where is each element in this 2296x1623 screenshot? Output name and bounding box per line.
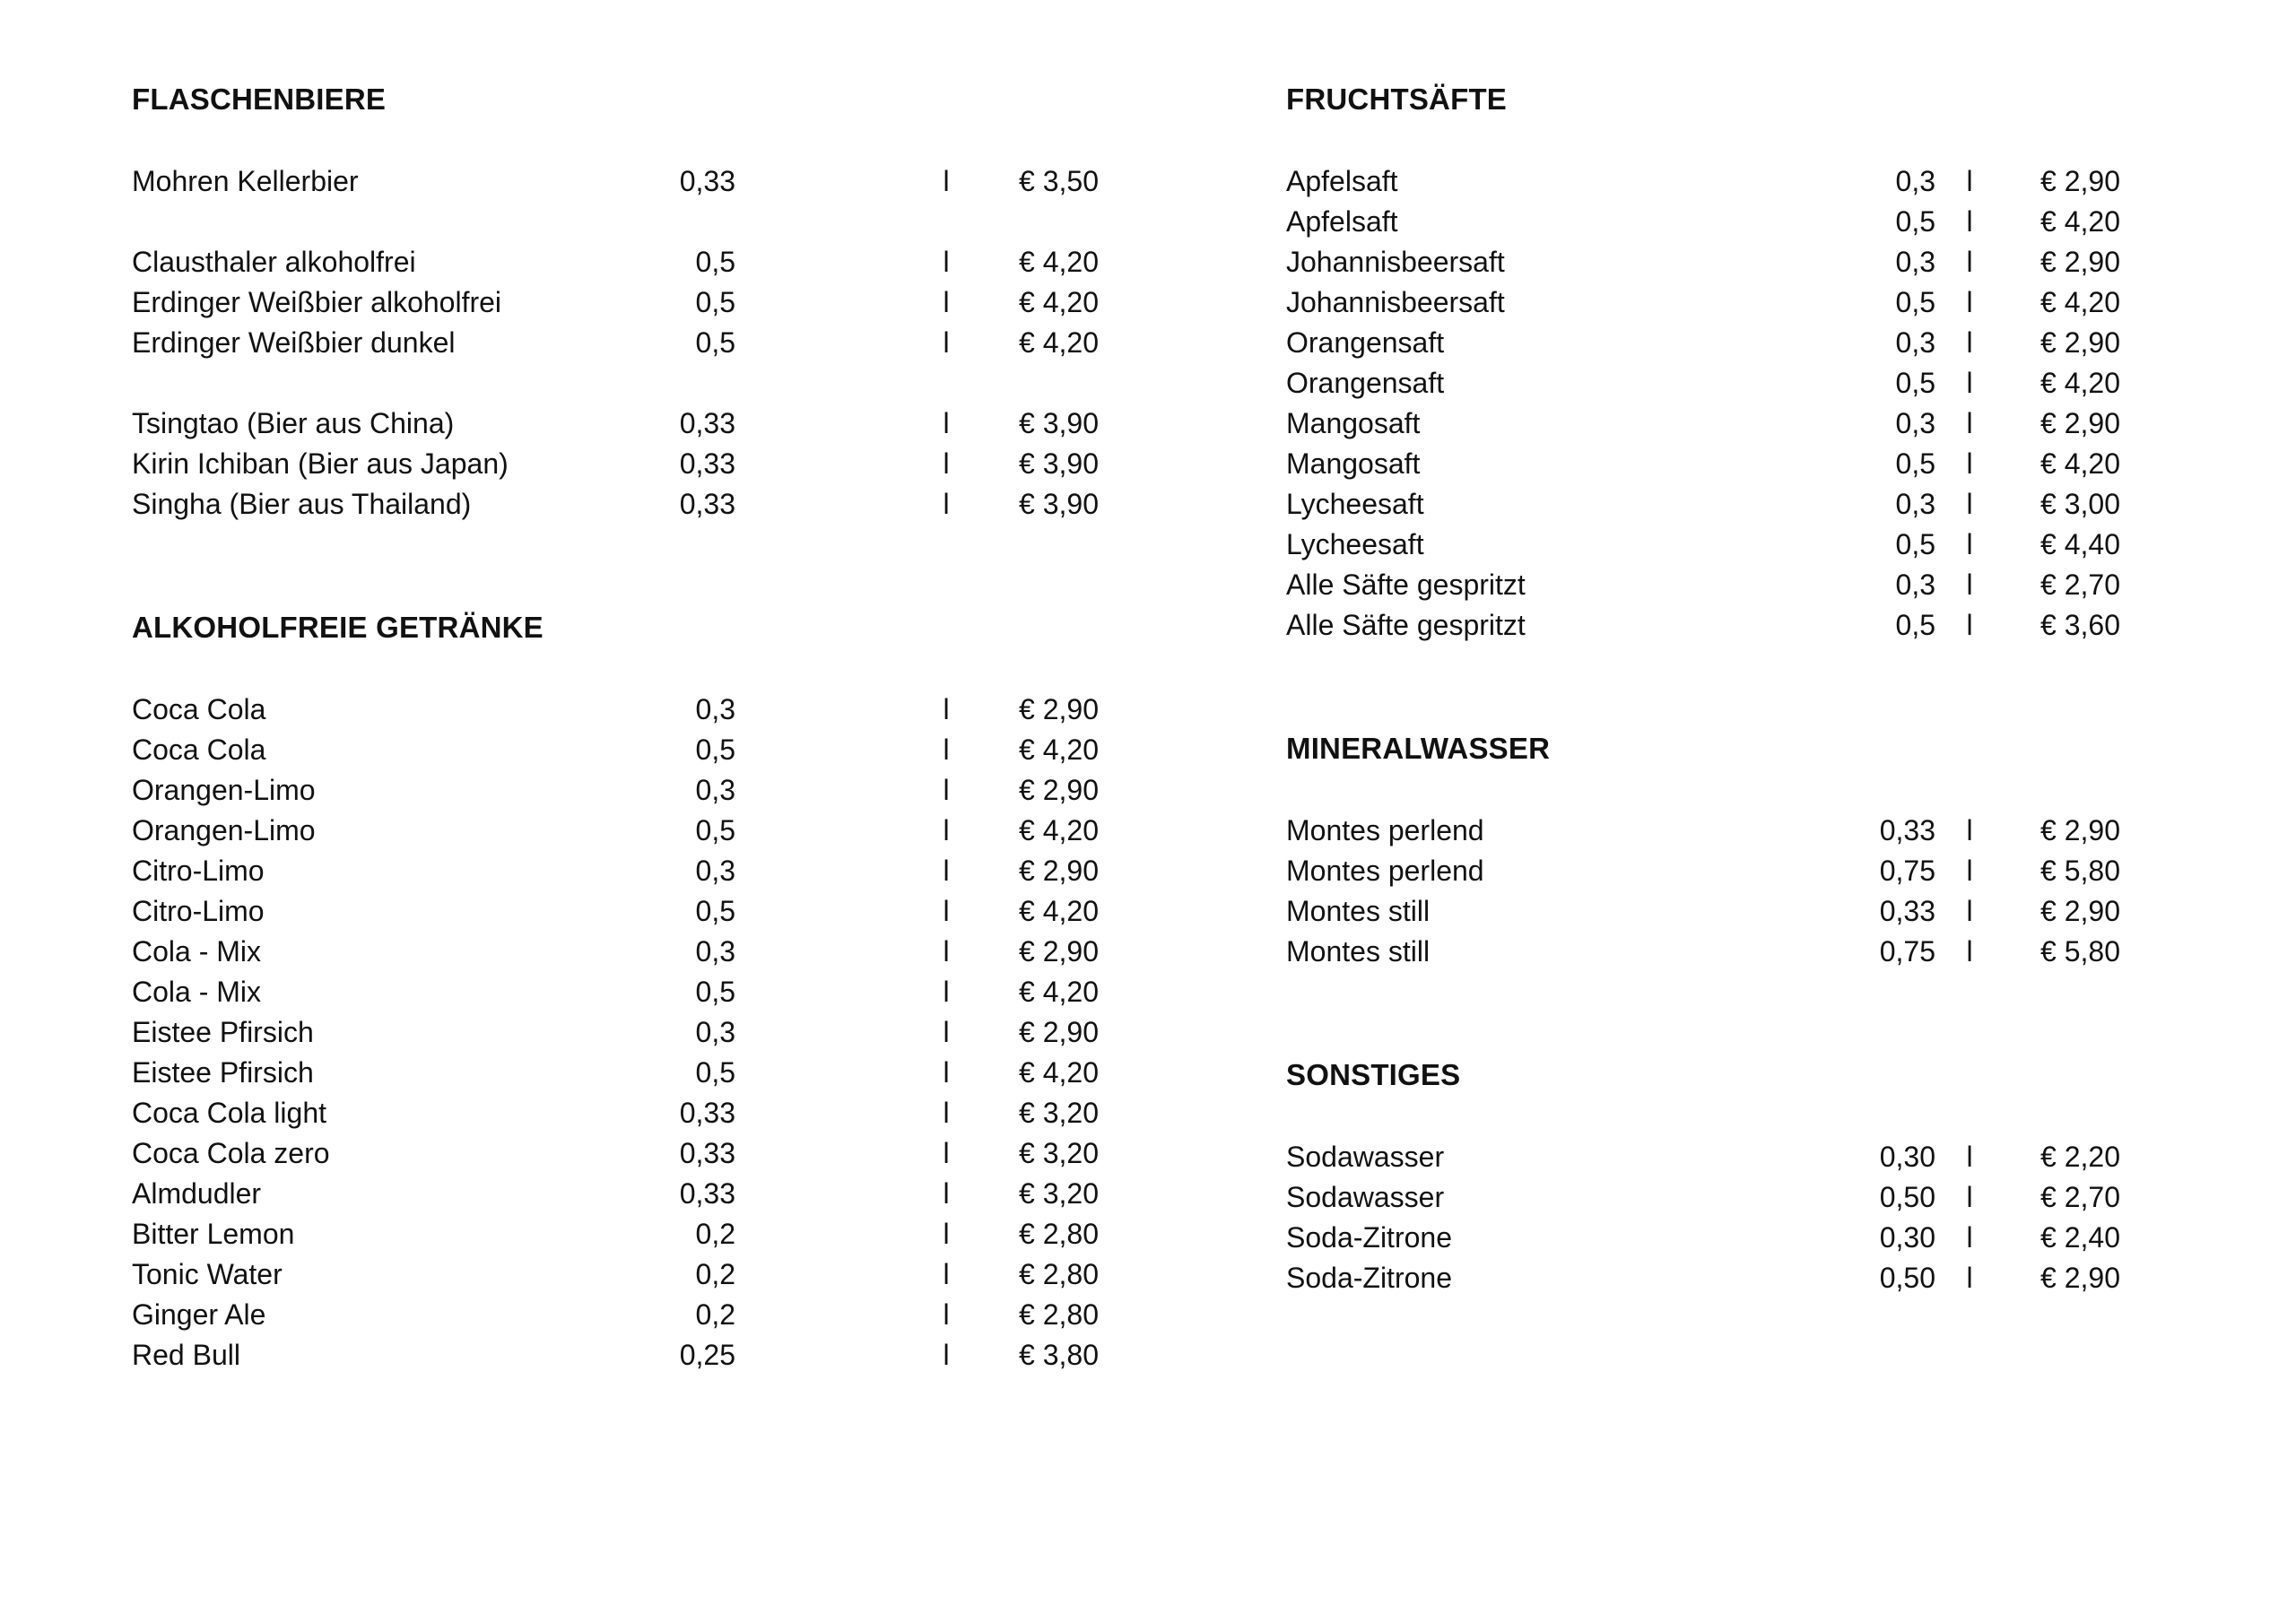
menu-item — [1286, 1258, 2129, 1298]
item-name: Apfelsaft — [1286, 165, 1398, 197]
item-unit: l — [943, 895, 950, 927]
item-size: 0,33 — [679, 1137, 735, 1169]
item-size: 0,33 — [1879, 895, 1935, 927]
item-price: € 2,90 — [1019, 855, 1099, 887]
item-price: € 4,20 — [2040, 205, 2120, 238]
item-price: € 2,90 — [2040, 814, 2120, 846]
menu-item — [1286, 404, 2129, 444]
item-name: Ginger Ale — [132, 1298, 266, 1331]
item-name: Erdinger Weißbier alkoholfrei — [132, 286, 502, 318]
item-price: € 3,60 — [2040, 609, 2120, 641]
item-size: 0,3 — [695, 693, 735, 725]
left-column — [132, 79, 1099, 1376]
item-unit: l — [943, 1016, 950, 1048]
item-name: Singha (Bier aus Thailand) — [132, 488, 472, 520]
item-size: 0,33 — [679, 1177, 735, 1210]
menu-item — [1286, 1137, 2129, 1177]
menu-item — [132, 1053, 1099, 1093]
item-unit: l — [943, 1218, 950, 1250]
menu-item — [132, 770, 1099, 811]
menu-item — [1286, 932, 2129, 972]
item-unit: l — [943, 976, 950, 1008]
item-price: € 4,20 — [1019, 1056, 1099, 1089]
menu-item — [132, 932, 1099, 972]
item-price: € 2,90 — [2040, 326, 2120, 359]
item-unit: l — [943, 935, 950, 968]
item-size: 0,3 — [695, 855, 735, 887]
item-name: Eistee Pfirsich — [132, 1056, 314, 1089]
menu-item — [132, 851, 1099, 891]
menu-item — [1286, 565, 2129, 605]
item-size: 0,5 — [1895, 609, 1935, 641]
menu-item — [132, 242, 1099, 282]
item-price: € 2,70 — [2040, 1181, 2120, 1213]
item-name: Alle Säfte gespritzt — [1286, 568, 1526, 601]
menu-item — [1286, 444, 2129, 484]
item-unit: l — [943, 733, 950, 766]
item-price: € 3,90 — [1019, 488, 1099, 520]
item-price: € 2,90 — [2040, 407, 2120, 439]
item-price: € 2,90 — [2040, 895, 2120, 927]
item-size: 0,3 — [1895, 326, 1935, 359]
item-price: € 2,90 — [1019, 1016, 1099, 1048]
section-title-flaschenbiere: FLASCHENBIERE — [132, 82, 387, 116]
item-price: € 4,20 — [1019, 246, 1099, 278]
menu-item — [132, 972, 1099, 1012]
item-size: 0,5 — [695, 733, 735, 766]
item-unit: l — [943, 1339, 950, 1371]
item-size: 0,50 — [1879, 1181, 1935, 1213]
item-size: 0,5 — [695, 246, 735, 278]
item-size: 0,3 — [1895, 488, 1935, 520]
item-price: € 5,80 — [2040, 855, 2120, 887]
menu-item — [1286, 891, 2129, 932]
item-name: Sodawasser — [1286, 1141, 1445, 1173]
item-name: Alle Säfte gespritzt — [1286, 609, 1526, 641]
section-title-alkoholfreie-getraenke: ALKOHOLFREIE GETRÄNKE — [132, 611, 544, 644]
item-name: Lycheesaft — [1286, 528, 1424, 560]
item-size: 0,3 — [695, 1016, 735, 1048]
item-name: Eistee Pfirsich — [132, 1016, 314, 1048]
item-size: 0,33 — [679, 1097, 735, 1129]
item-unit: l — [943, 1258, 950, 1290]
menu-item — [1286, 363, 2129, 404]
item-name: Mangosaft — [1286, 447, 1421, 480]
item-size: 0,3 — [1895, 407, 1935, 439]
item-unit: l — [943, 1097, 950, 1129]
item-price: € 5,80 — [2040, 935, 2120, 968]
item-name: Montes perlend — [1286, 814, 1484, 846]
item-unit: l — [1966, 286, 1973, 318]
item-name: Apfelsaft — [1286, 205, 1398, 238]
menu-item — [132, 891, 1099, 932]
item-name: Coca Cola light — [132, 1097, 326, 1129]
menu-item — [132, 1295, 1099, 1335]
item-price: € 4,20 — [2040, 286, 2120, 318]
item-unit: l — [943, 246, 950, 278]
item-price: € 2,20 — [2040, 1141, 2120, 1173]
item-unit: l — [943, 407, 950, 439]
item-unit: l — [1966, 528, 1973, 560]
item-price: € 2,80 — [1019, 1218, 1099, 1250]
item-unit: l — [943, 326, 950, 359]
item-price: € 4,20 — [1019, 326, 1099, 359]
item-size: 0,2 — [695, 1258, 735, 1290]
item-name: Cola - Mix — [132, 976, 262, 1008]
item-unit: l — [943, 1056, 950, 1089]
item-price: € 2,90 — [2040, 246, 2120, 278]
item-name: Erdinger Weißbier dunkel — [132, 326, 456, 359]
item-name: Tsingtao (Bier aus China) — [132, 407, 455, 439]
item-size: 0,50 — [1879, 1262, 1935, 1294]
item-size: 0,30 — [1879, 1221, 1935, 1254]
item-size: 0,75 — [1879, 855, 1935, 887]
menu-item — [132, 1012, 1099, 1053]
menu-item — [1286, 282, 2129, 323]
item-price: € 2,90 — [1019, 774, 1099, 806]
item-unit: l — [1966, 568, 1973, 601]
menu-item — [132, 161, 1099, 202]
section-title-fruchtsaefte: FRUCHTSÄFTE — [1286, 82, 1508, 116]
menu-item — [1286, 1218, 2129, 1258]
menu-item — [132, 1133, 1099, 1174]
item-size: 0,33 — [1879, 814, 1935, 846]
item-unit: l — [1966, 1262, 1973, 1294]
item-name: Montes perlend — [1286, 855, 1484, 887]
item-unit: l — [1966, 1181, 1973, 1213]
item-unit: l — [1966, 895, 1973, 927]
item-size: 0,75 — [1879, 935, 1935, 968]
item-price: € 2,80 — [1019, 1258, 1099, 1290]
item-size: 0,5 — [1895, 286, 1935, 318]
item-unit: l — [1966, 1141, 1973, 1173]
right-column — [1286, 79, 2129, 1298]
item-size: 0,5 — [695, 895, 735, 927]
item-unit: l — [1966, 367, 1973, 399]
menu-item — [1286, 605, 2129, 646]
item-name: Orangen-Limo — [132, 814, 316, 846]
item-name: Johannisbeersaft — [1286, 246, 1505, 278]
item-unit: l — [943, 447, 950, 480]
item-size: 0,3 — [1895, 568, 1935, 601]
menu-item — [132, 690, 1099, 730]
item-name: Almdudler — [132, 1177, 262, 1210]
section-title-mineralwasser: MINERALWASSER — [1286, 732, 1551, 765]
item-price: € 2,80 — [1019, 1298, 1099, 1331]
menu-item — [132, 484, 1099, 525]
menu-item — [1286, 161, 2129, 202]
item-size: 0,33 — [679, 407, 735, 439]
item-price: € 4,20 — [1019, 814, 1099, 846]
menu-item — [1286, 202, 2129, 242]
item-price: € 3,20 — [1019, 1177, 1099, 1210]
item-name: Mohren Kellerbier — [132, 165, 359, 197]
item-size: 0,33 — [679, 165, 735, 197]
section-flaschenbiere — [132, 161, 1099, 525]
menu-item — [1286, 525, 2129, 565]
section-title-sonstiges: SONSTIGES — [1286, 1058, 1461, 1091]
item-size: 0,5 — [1895, 528, 1935, 560]
item-name: Coca Cola — [132, 733, 266, 766]
item-price: € 4,20 — [1019, 895, 1099, 927]
item-size: 0,5 — [695, 1056, 735, 1089]
item-price: € 3,50 — [1019, 165, 1099, 197]
item-size: 0,5 — [1895, 367, 1935, 399]
item-size: 0,3 — [695, 774, 735, 806]
item-name: Orangen-Limo — [132, 774, 316, 806]
menu-item — [132, 730, 1099, 770]
item-size: 0,5 — [695, 814, 735, 846]
item-name: Red Bull — [132, 1339, 240, 1371]
item-unit: l — [943, 814, 950, 846]
item-name: Citro-Limo — [132, 855, 265, 887]
item-name: Montes still — [1286, 895, 1431, 927]
item-name: Kirin Ichiban (Bier aus Japan) — [132, 447, 509, 480]
menu-item — [1286, 484, 2129, 525]
item-unit: l — [943, 286, 950, 318]
item-size: 0,33 — [679, 447, 735, 480]
item-unit: l — [943, 165, 950, 197]
item-name: Johannisbeersaft — [1286, 286, 1505, 318]
item-name: Coca Cola — [132, 693, 266, 725]
item-price: € 2,90 — [2040, 1262, 2120, 1294]
item-name: Soda-Zitrone — [1286, 1221, 1452, 1254]
item-name: Lycheesaft — [1286, 488, 1424, 520]
item-price: € 2,90 — [2040, 165, 2120, 197]
item-size: 0,3 — [1895, 165, 1935, 197]
item-size: 0,5 — [695, 976, 735, 1008]
item-size: 0,33 — [679, 488, 735, 520]
item-unit: l — [943, 855, 950, 887]
item-price: € 4,20 — [1019, 286, 1099, 318]
item-price: € 4,20 — [2040, 447, 2120, 480]
item-name: Tonic Water — [132, 1258, 283, 1290]
menu-item — [132, 1214, 1099, 1254]
item-name: Sodawasser — [1286, 1181, 1445, 1213]
item-price: € 2,90 — [1019, 935, 1099, 968]
item-size: 0,3 — [695, 935, 735, 968]
menu-item — [1286, 323, 2129, 363]
item-unit: l — [1966, 814, 1973, 846]
item-size: 0,5 — [1895, 447, 1935, 480]
menu-item — [132, 444, 1099, 484]
menu-item — [1286, 1177, 2129, 1218]
item-price: € 4,20 — [2040, 367, 2120, 399]
menu-item — [1286, 242, 2129, 282]
item-unit: l — [1966, 205, 1973, 238]
item-unit: l — [943, 1177, 950, 1210]
menu-item — [132, 1335, 1099, 1376]
section-mineralwasser — [1286, 811, 2129, 972]
item-price: € 3,90 — [1019, 447, 1099, 480]
item-price: € 3,90 — [1019, 407, 1099, 439]
item-name: Citro-Limo — [132, 895, 265, 927]
item-name: Bitter Lemon — [132, 1218, 295, 1250]
item-unit: l — [1966, 855, 1973, 887]
menu-item — [1286, 811, 2129, 851]
item-price: € 2,70 — [2040, 568, 2120, 601]
item-unit: l — [943, 488, 950, 520]
item-size: 0,5 — [695, 326, 735, 359]
item-price: € 3,80 — [1019, 1339, 1099, 1371]
item-unit: l — [943, 693, 950, 725]
item-name: Orangensaft — [1286, 367, 1445, 399]
item-name: Montes still — [1286, 935, 1431, 968]
item-unit: l — [1966, 447, 1973, 480]
item-size: 0,3 — [1895, 246, 1935, 278]
item-size: 0,30 — [1879, 1141, 1935, 1173]
menu-item — [1286, 851, 2129, 891]
item-unit: l — [943, 774, 950, 806]
item-unit: l — [1966, 488, 1973, 520]
item-price: € 4,20 — [1019, 976, 1099, 1008]
item-name: Orangensaft — [1286, 326, 1445, 359]
item-price: € 4,20 — [1019, 733, 1099, 766]
item-size: 0,2 — [695, 1298, 735, 1331]
item-price: € 4,40 — [2040, 528, 2120, 560]
item-unit: l — [943, 1137, 950, 1169]
item-name: Cola - Mix — [132, 935, 262, 968]
item-price: € 3,20 — [1019, 1137, 1099, 1169]
menu-item — [132, 811, 1099, 851]
menu-item — [132, 1093, 1099, 1133]
item-unit: l — [943, 1298, 950, 1331]
item-unit: l — [1966, 326, 1973, 359]
item-unit: l — [1966, 246, 1973, 278]
menu-item — [132, 323, 1099, 363]
item-unit: l — [1966, 609, 1973, 641]
menu-item — [132, 1174, 1099, 1214]
section-fruchtsaefte — [1286, 161, 2129, 646]
item-price: € 3,20 — [1019, 1097, 1099, 1129]
menu-item — [132, 282, 1099, 323]
item-unit: l — [1966, 407, 1973, 439]
item-name: Mangosaft — [1286, 407, 1421, 439]
menu-item — [132, 1254, 1099, 1295]
item-name: Coca Cola zero — [132, 1137, 330, 1169]
item-size: 0,5 — [1895, 205, 1935, 238]
item-price: € 2,40 — [2040, 1221, 2120, 1254]
item-size: 0,25 — [679, 1339, 735, 1371]
menu-item — [132, 404, 1099, 444]
item-size: 0,2 — [695, 1218, 735, 1250]
item-unit: l — [1966, 165, 1973, 197]
item-name: Soda-Zitrone — [1286, 1262, 1452, 1294]
section-alkoholfreie-getraenke — [132, 690, 1099, 1376]
item-size: 0,5 — [695, 286, 735, 318]
item-name: Clausthaler alkoholfrei — [132, 246, 416, 278]
item-price: € 3,00 — [2040, 488, 2120, 520]
item-price: € 2,90 — [1019, 693, 1099, 725]
item-unit: l — [1966, 935, 1973, 968]
section-sonstiges — [1286, 1137, 2129, 1298]
item-unit: l — [1966, 1221, 1973, 1254]
